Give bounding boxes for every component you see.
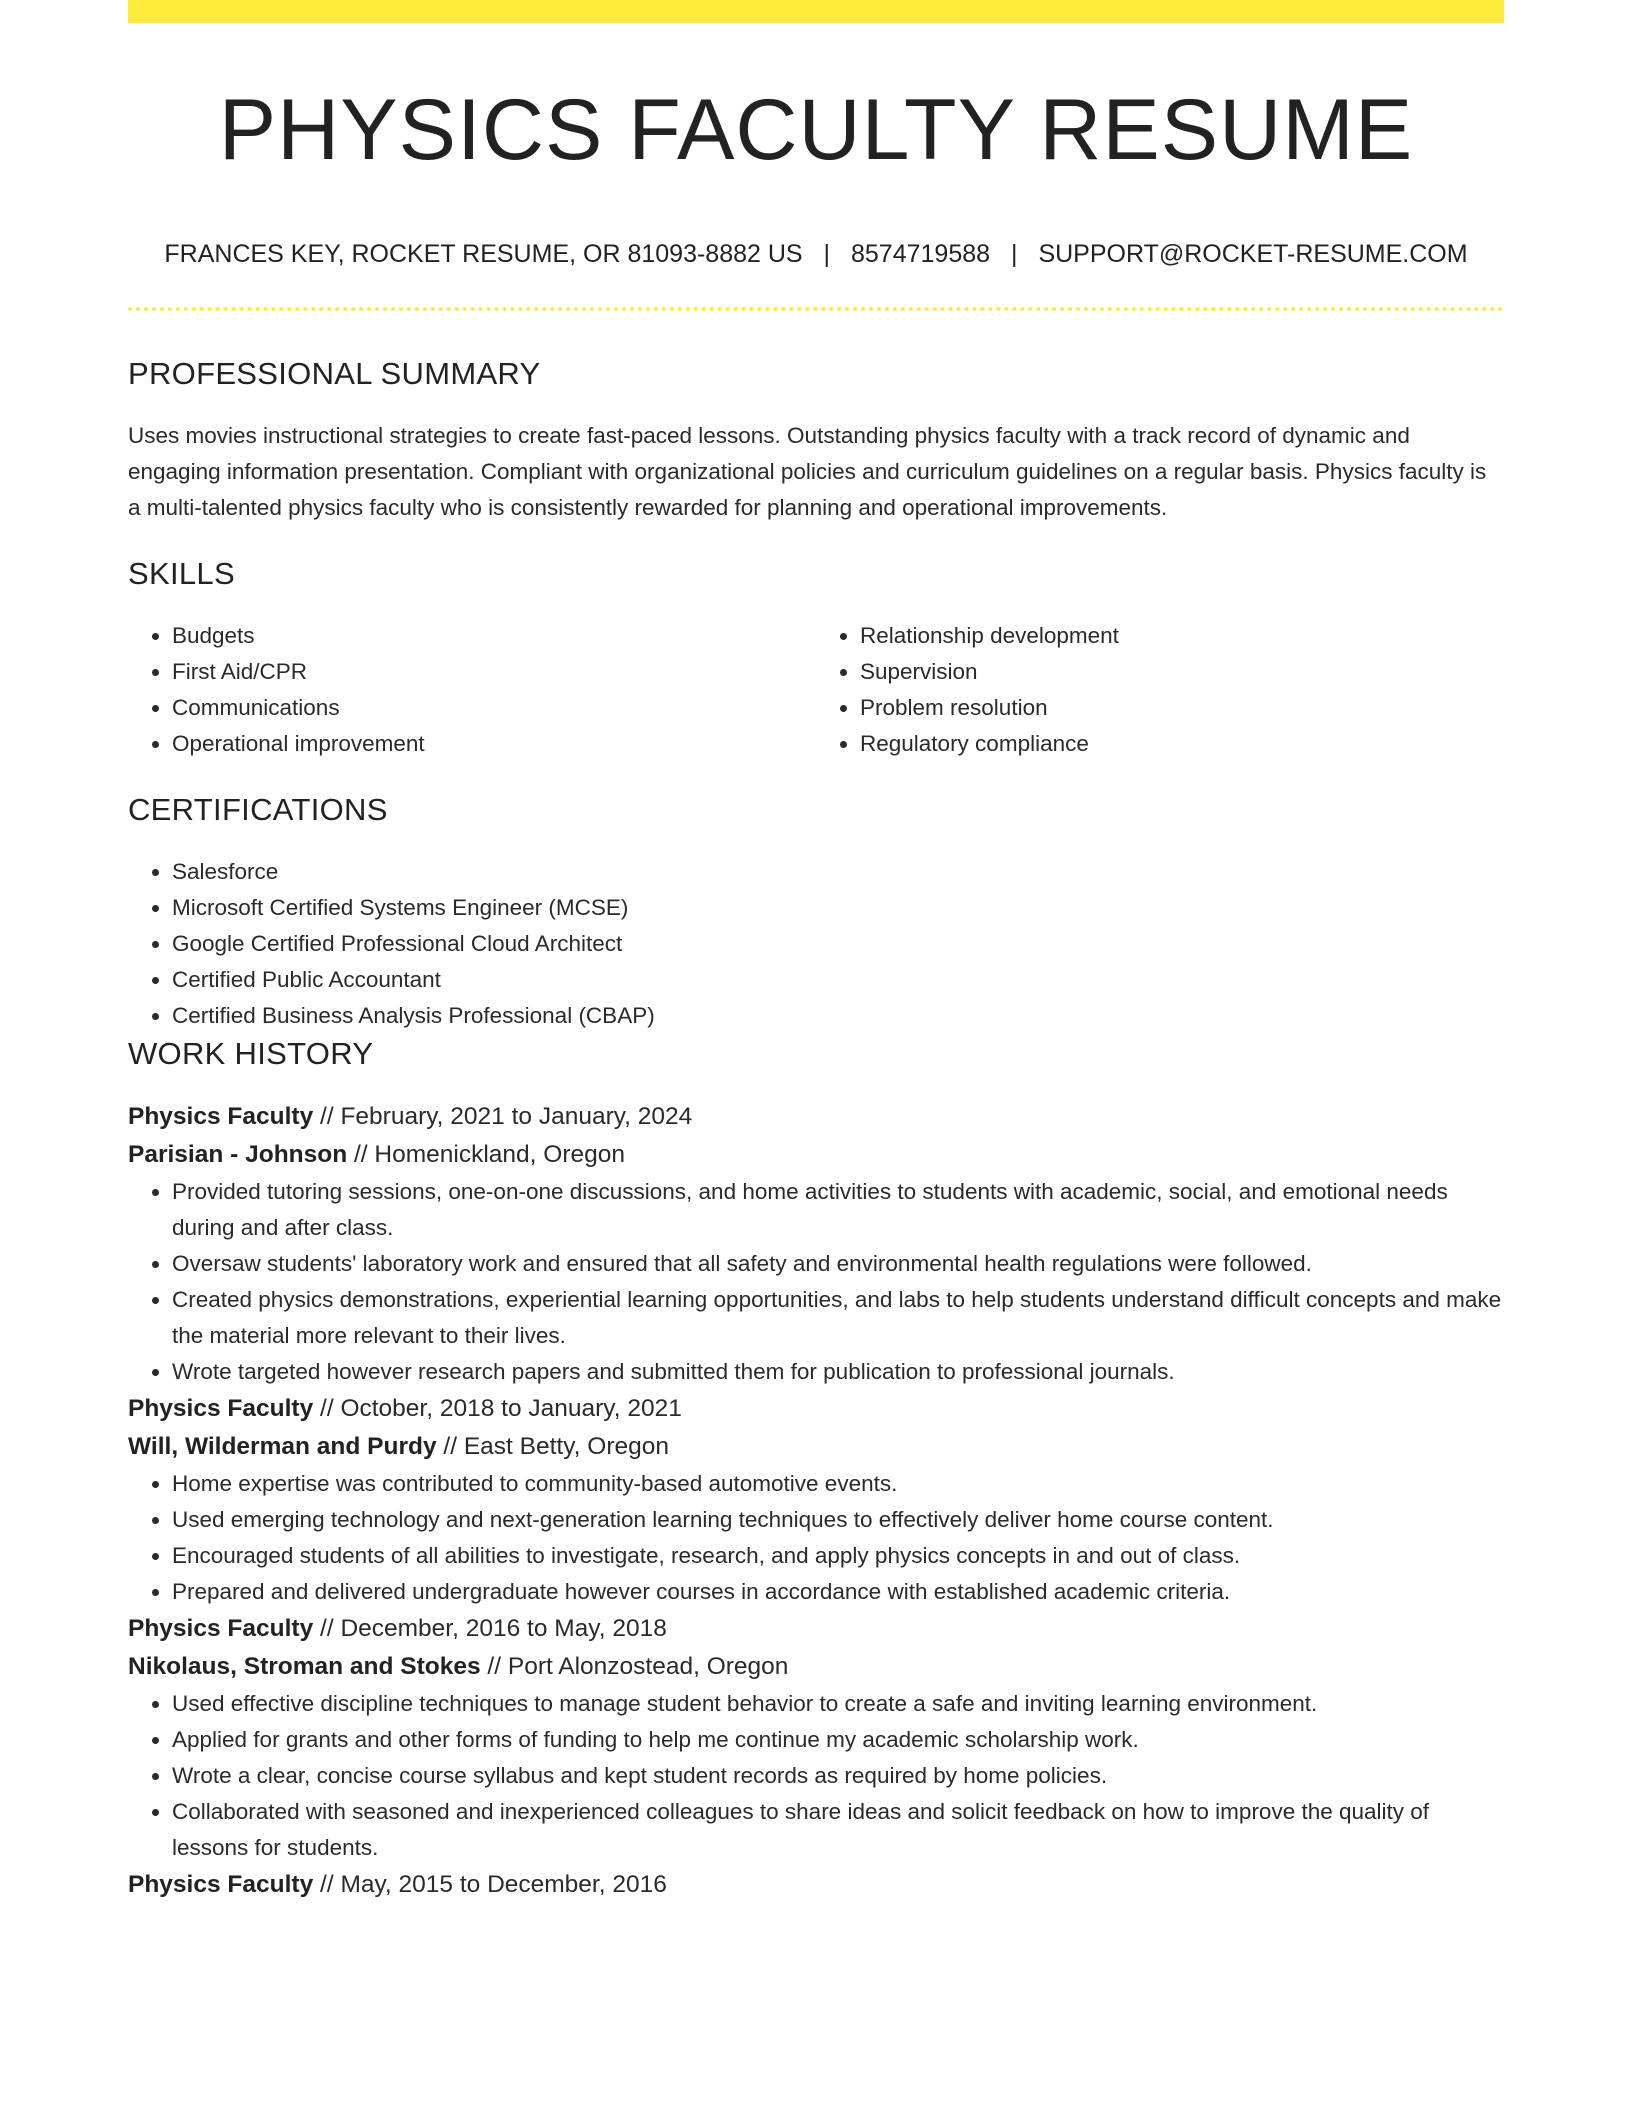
job-separator: // — [313, 1615, 341, 1642]
certification-item: • Certified Public Accountant — [172, 962, 1504, 998]
job-bullets — [128, 1466, 1504, 1610]
job-separator: // — [347, 1141, 375, 1168]
job-bullet: • Used emerging technology and next-generation learning techniques to effectively deliver home course content. — [172, 1502, 1504, 1538]
skill-item: • Operational improvement — [172, 726, 816, 762]
contact-address: FRANCES KEY, ROCKET RESUME, OR 81093-8882 US — [164, 240, 803, 268]
job-title-line — [128, 1610, 1504, 1648]
job-entry — [128, 1610, 1504, 1866]
accent-top-bar — [128, 0, 1504, 23]
job-location: East Betty, Oregon — [463, 1433, 669, 1460]
skill-item: • Supervision — [860, 654, 1504, 690]
certifications-list — [128, 854, 1504, 1034]
job-bullet: • Created physics demonstrations, experiential learning opportunities, and labs to help students understand difficult concepts and make the material more relevant to their lives. — [172, 1282, 1504, 1354]
job-entry — [128, 1866, 1504, 1904]
resume-title: PHYSICS FACULTY RESUME — [218, 82, 1414, 178]
dotted-divider — [128, 307, 1504, 311]
certification-item: • Certified Business Analysis Professional (CBAP) — [172, 998, 1504, 1034]
job-entry — [128, 1098, 1504, 1390]
job-separator: // — [313, 1103, 341, 1130]
job-location: Homenickland, Oregon — [374, 1141, 625, 1168]
job-bullet: • Used effective discipline techniques to manage student behavior to create a safe and inviting learning environment. — [172, 1686, 1504, 1722]
skills-heading: SKILLS — [128, 556, 235, 591]
contact-separator: | — [1011, 240, 1018, 268]
job-bullet: • Prepared and delivered undergraduate however courses in accordance with established academic criteria. — [172, 1574, 1504, 1610]
contact-phone: 8574719588 — [851, 240, 991, 268]
job-bullet: • Wrote a clear, concise course syllabus and kept student records as required by home policies. — [172, 1758, 1504, 1794]
job-company-line — [128, 1428, 1504, 1466]
job-title: Physics Faculty — [128, 1615, 314, 1642]
job-title: Physics Faculty — [128, 1395, 314, 1422]
skill-item: • Communications — [172, 690, 816, 726]
job-separator: // — [480, 1653, 508, 1680]
work-history-heading: WORK HISTORY — [128, 1036, 374, 1071]
job-bullet: • Oversaw students' laboratory work and ensured that all safety and environmental health regulations were followed. — [172, 1246, 1504, 1282]
job-title: Physics Faculty — [128, 1103, 314, 1130]
summary-heading: PROFESSIONAL SUMMARY — [128, 356, 541, 391]
certification-item: • Salesforce — [172, 854, 1504, 890]
skills-section — [128, 554, 1504, 762]
job-title-line — [128, 1390, 1504, 1428]
job-separator: // — [436, 1433, 464, 1460]
skills-list-left — [128, 618, 816, 762]
certification-item: • Microsoft Certified Systems Engineer (MCSE) — [172, 890, 1504, 926]
job-separator: // — [313, 1871, 341, 1898]
summary-text: Uses movies instructional strategies to create fast-paced lessons. Outstanding physics faculty with a track record of dynamic and engaging information presentation. Compliant with organizational policies and curriculum guidelines on a regular basis. Physics faculty is a multi-talented physics faculty who is consistently rewarded for planning and operational improvements. — [128, 423, 1487, 520]
contact-line — [0, 236, 1632, 272]
job-bullet: • Home expertise was contributed to community-based automotive events. — [172, 1466, 1504, 1502]
work-history-section — [128, 1034, 1504, 1904]
job-company-line — [128, 1136, 1504, 1174]
job-title: Physics Faculty — [128, 1871, 314, 1898]
contact-separator: | — [823, 240, 831, 268]
skill-item: • Budgets — [172, 618, 816, 654]
skills-columns — [128, 618, 1504, 762]
contact-email[interactable]: SUPPORT@ROCKET-RESUME.COM — [1038, 240, 1468, 268]
job-separator: // — [313, 1395, 341, 1422]
skill-item: • First Aid/CPR — [172, 654, 816, 690]
job-company: Will, Wilderman and Purdy — [128, 1433, 437, 1460]
job-company: Nikolaus, Stroman and Stokes — [128, 1653, 481, 1680]
job-bullet: • Collaborated with seasoned and inexperienced colleagues to share ideas and solicit feedback on how to improve the quality of lessons for students. — [172, 1794, 1504, 1866]
job-dates: February, 2021 to January, 2024 — [340, 1103, 693, 1130]
certifications-section — [128, 790, 1504, 1034]
job-bullets — [128, 1686, 1504, 1866]
job-company: Parisian - Johnson — [128, 1141, 348, 1168]
job-dates: October, 2018 to January, 2021 — [340, 1395, 682, 1422]
job-company-line — [128, 1648, 1504, 1686]
job-bullets — [128, 1174, 1504, 1390]
skill-item: • Regulatory compliance — [860, 726, 1504, 762]
job-dates: December, 2016 to May, 2018 — [340, 1615, 667, 1642]
job-bullet: • Encouraged students of all abilities to investigate, research, and apply physics concepts in and out of class. — [172, 1538, 1504, 1574]
skills-list-right — [816, 618, 1504, 762]
job-location: Port Alonzostead, Oregon — [507, 1653, 789, 1680]
job-bullet: • Provided tutoring sessions, one-on-one discussions, and home activities to students with academic, social, and emotional needs during and after class. — [172, 1174, 1504, 1246]
job-title-line — [128, 1866, 1504, 1904]
skill-item: • Relationship development — [860, 618, 1504, 654]
certifications-heading: CERTIFICATIONS — [128, 792, 388, 827]
job-entry — [128, 1390, 1504, 1610]
summary-section — [128, 354, 1504, 526]
job-title-line — [128, 1098, 1504, 1136]
resume-content — [128, 354, 1504, 1904]
job-bullet: • Applied for grants and other forms of funding to help me continue my academic scholarship work. — [172, 1722, 1504, 1758]
skill-item: • Problem resolution — [860, 690, 1504, 726]
certification-item: • Google Certified Professional Cloud Architect — [172, 926, 1504, 962]
job-bullet: • Wrote targeted however research papers and submitted them for publication to professional journals. — [172, 1354, 1504, 1390]
job-dates: May, 2015 to December, 2016 — [340, 1871, 667, 1898]
